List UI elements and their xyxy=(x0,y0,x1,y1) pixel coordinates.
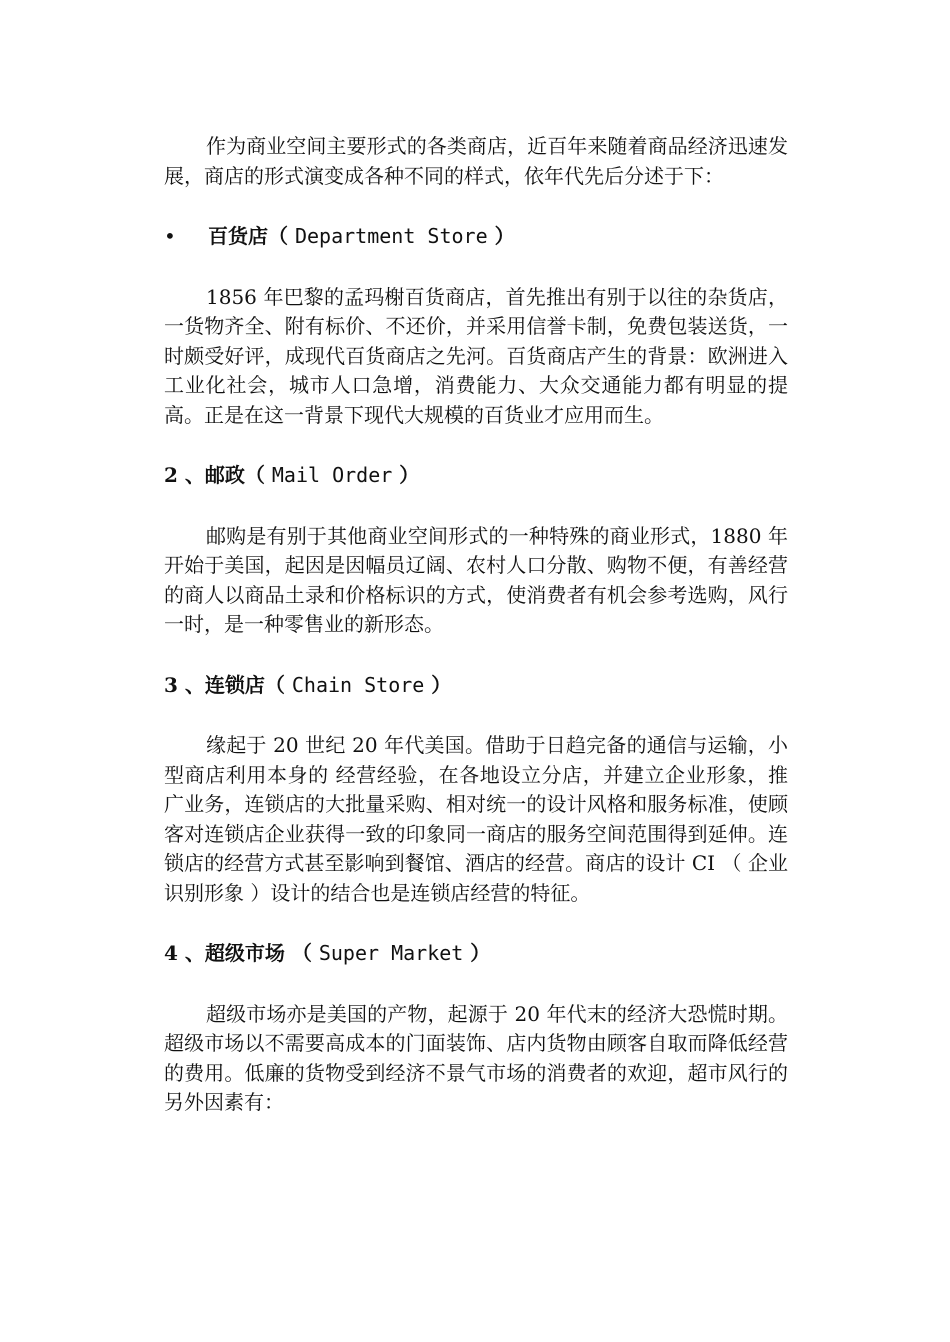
section-title-english: Department Store xyxy=(294,224,488,248)
section-title-close: ） xyxy=(399,463,420,487)
section-title-close: ） xyxy=(470,941,491,965)
section-title-english: Mail Order xyxy=(271,463,393,487)
section-body-department-store: 1856 年巴黎的孟玛榭百货商店，首先推出有别于以往的杂货店，一货物齐全、附有标价、不还价，并采用信誉卡制，免费包装送货，一时颇受好评，成现代百货商店之先河。百货商店产生的背景：欧洲进入工业化社会，城市人口急增，消费能力、大众交通能力都有明显的提高。正是在这一背景下现代大规模的百货业才应用而生。 xyxy=(164,284,788,427)
section-number: 2 、 xyxy=(164,463,205,487)
section-title: 连锁店（ xyxy=(204,672,285,697)
section-body-mail-order: 邮购是有别于其他商业空间形式的一种特殊的商业形式，1880 年开始于美国，起因是因幅员辽阔、农村人口分散、购物不便，有善经营的商人以商品土录和价格标识的方式，使消费者有机会参考选购，风行一时，是一种零售业的新形态。 xyxy=(164,523,788,636)
section-title: 超级市场 （ xyxy=(204,941,312,965)
section-title-close: ） xyxy=(494,224,515,248)
section-number: 3 、 xyxy=(164,672,205,697)
section-title: 百货店（ xyxy=(208,224,288,248)
section-heading-super-market xyxy=(164,939,788,969)
section-body-chain-store: 缘起于 20 世纪 20 年代美国。借助于日趋完备的通信与运输，小型商店利用本身的 经营经验，在各地设立分店，并建立企业形象，推广业务，连锁店的大批量采购、相对统一的设计风格和服务标准，使顾客对连锁店企业获得一致的印象同一商店的服务空间范围得到延伸。连锁店的经营方式甚至影响到餐馆、酒店的经营。商店的设计 CI （ 企业识别形象 ）设计的结合也是连锁店经营的特征。 xyxy=(164,733,788,905)
section-number: 4 、 xyxy=(164,941,205,965)
section-heading-department-store xyxy=(164,222,788,252)
bullet-marker: • xyxy=(164,224,176,248)
section-title-english: Chain Store xyxy=(291,672,425,697)
document-body xyxy=(164,132,788,1118)
section-heading-mail-order xyxy=(164,461,788,491)
section-title-close: ） xyxy=(431,672,452,697)
section-body-super-market: 超级市场亦是美国的产物，起源于 20 年代末的经济大恐慌时期。超级市场以不需要高成本的门面装饰、店内货物由顾客自取而降低经营的费用。低廉的货物受到经济不景气市场的消费者的欢迎，超市风行的另外因素有： xyxy=(164,1001,788,1114)
section-heading-chain-store xyxy=(164,671,788,701)
intro-paragraph: 作为商业空间主要形式的各类商店，近百年来随着商品经济迅速发展，商店的形式演变成各种不同的样式，依年代先后分述于下： xyxy=(164,134,788,188)
section-title: 邮政（ xyxy=(204,463,265,487)
section-title-english: Super Market xyxy=(318,941,464,965)
